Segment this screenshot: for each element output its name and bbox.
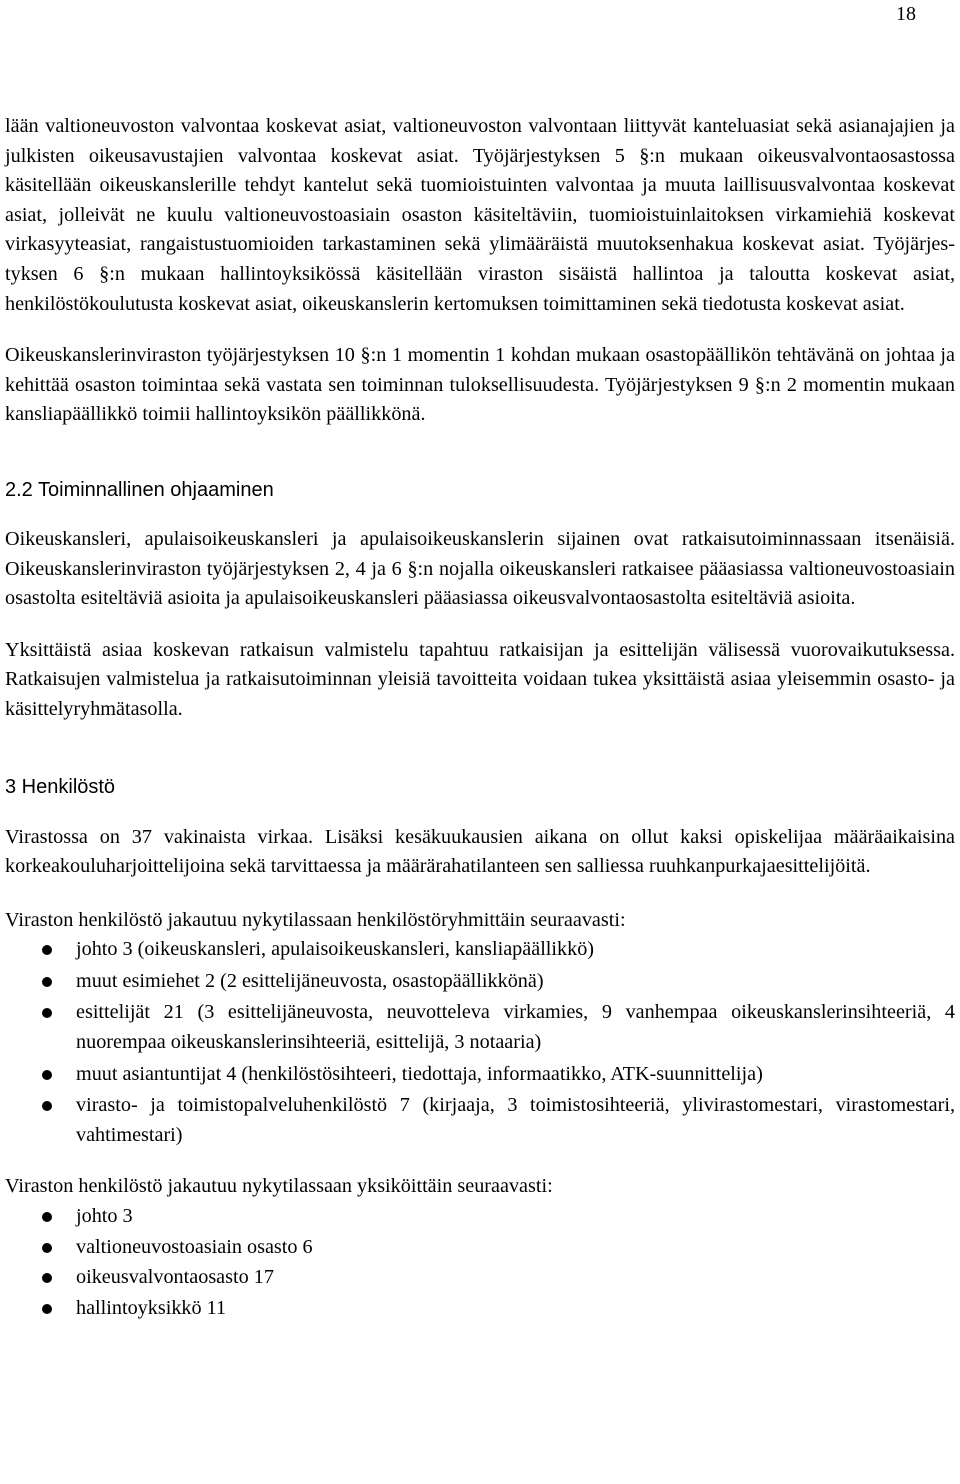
paragraph-positions: Virastossa on 37 vakinaista virkaa. Lisäksi kesäkuukausien aikana on ollut kaksi opiskelijaa määräaikaisina korkeakouluharjoittelijoina sekä tarvittaessa ja määrärahatilanteen sen salliessa ruuhkanpurkajaesittelijöitä. (5, 825, 955, 878)
list-item: virasto- ja toimistopalveluhenkilöstö 7 (kirjaaja, 3 toimistosihteeriä, ylivirastomestari, virastomestari, vahtimestari) (5, 1091, 955, 1150)
bullet-icon (42, 1008, 52, 1018)
document-body (5, 112, 955, 1324)
bullet-icon (42, 1243, 52, 1253)
list-item: oikeusvalvontaosasto 17 (5, 1263, 955, 1293)
list-item: johto 3 (oikeuskansleri, apulaisoikeuskansleri, kansliapäällikkö) (5, 935, 955, 965)
bullet-icon (42, 1212, 52, 1222)
page-number: 18 (896, 3, 916, 25)
list-item: esittelijät 21 (3 esittelijäneuvosta, neuvotteleva virkamies, 9 vanhempaa oikeuskanslerinsihteeriä, 4 nuorempaa oikeuskanslerinsihteeriä, esittelijä, 3 notaaria) (5, 998, 955, 1057)
bullet-icon (42, 1273, 52, 1283)
list-item: johto 3 (5, 1202, 955, 1232)
section-heading-2-2: 2.2 Toiminnallinen ohjaaminen (5, 478, 274, 501)
bullet-icon (42, 1304, 52, 1314)
paragraph-department-heads: Oikeuskanslerinviraston työjärjestyksen 10 §:n 1 momentin 1 kohdan mukaan osastopäällikön tehtävänä on johtaa ja kehittää osaston toimintaa sekä vastata sen toiminnan tuloksellisuudesta. Työjärjestyksen 9 §:n 2 momentin mukaan kansliapäällikkö toimii hallintoyksikön päällikkönä. (5, 344, 955, 426)
list-item: muut asiantuntijat 4 (henkilöstösihteeri, tiedottaja, informaatikko, ATK-suunnittelija) (5, 1060, 955, 1090)
list-item: hallintoyksikkö 11 (5, 1294, 955, 1324)
bullet-icon (42, 1101, 52, 1111)
paragraph-staff-by-group-intro: Viraston henkilöstö jakautuu nykytilassaan henkilöstöryhmittäin seuraavasti: (5, 908, 626, 931)
bullet-icon (42, 977, 52, 987)
staff-unit-list (5, 1202, 955, 1323)
bullet-icon (42, 945, 52, 955)
bullet-icon (42, 1070, 52, 1080)
list-item: valtioneuvostoasiain osasto 6 (5, 1233, 955, 1263)
section-heading-3: 3 Henkilöstö (5, 775, 116, 798)
paragraph-work-order-sections: lään valtioneuvoston valvontaa koskevat asiat, valtioneuvoston valvontaan liittyvät kanteluasiat sekä asianajajien ja julkisten oikeusavustajien valvontaa koskevat asiat. Työjärjestyksen 5 §:n mukaan oikeusvalvontaosastossa käsitellään oikeuskanslerille tehdyt kantelut sekä tuomioistuinten valvontaa ja muuta laillisuusvalvontaa koskevat asiat, jolleivät ne kuulu valtioneuvostoasiain osaston käsiteltäviin, tuomioistuinlaitoksen virkamiehiä koskevat virkasyyteasiat, rangaistustuomioiden tarkastaminen sekä ylimääräistä muutoksenhakua koskevat asiat. Työjärjestyksen 6 §:n mukaan hallintoyksikössä käsitellään viraston sisäistä hallintoa ja taloutta koskevat asiat, henkilöstökoulutusta koskevat asiat, oikeuskanslerin kertomuksen toimittaminen sekä tiedotusta koskevat asiat. (5, 115, 955, 315)
paragraph-preparation: Yksittäistä asiaa koskevan ratkaisun valmistelu tapahtuu ratkaisijan ja esittelijän välisessä vuorovaikutuksessa. Ratkaisujen valmistelua ja ratkaisutoiminnan yleisiä tavoitteita voidaan tukea yksittäistä asiaa yleisemmin osasto- ja käsittelyryhmätasolla. (5, 638, 955, 720)
paragraph-staff-by-unit-intro: Viraston henkilöstö jakautuu nykytilassaan yksiköittäin seuraavasti: (5, 1175, 553, 1198)
list-item: muut esimiehet 2 (2 esittelijäneuvosta, osastopäällikkönä) (5, 967, 955, 997)
paragraph-independence: Oikeuskansleri, apulaisoikeuskansleri ja apulaisoikeuskanslerin sijainen ovat ratkaisutoiminnassaan itsenäisiä. Oikeuskanslerinviraston työjärjestyksen 2, 4 ja 6 §:n nojalla oikeuskansleri ratkaisee pääasiassa valtioneuvostoasiain osastolta esiteltäviä asioita ja apulaisoikeuskansleri pääasiassa oikeusvalvontaosastolta esiteltäviä asioita. (5, 527, 955, 610)
staff-group-list (5, 935, 955, 1150)
